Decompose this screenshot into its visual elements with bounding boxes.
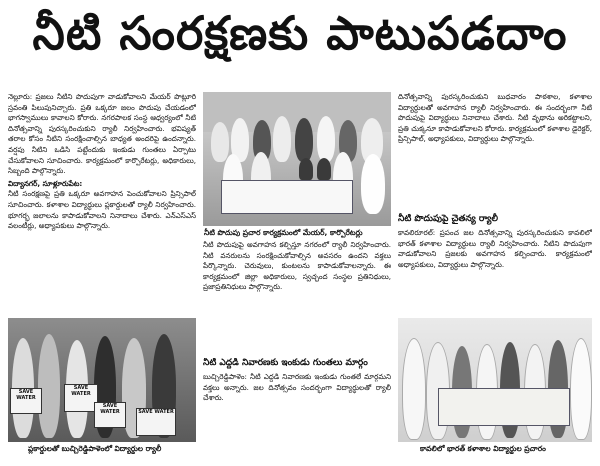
dateline: విద్యానగర్, సూళ్లూరుపేట:: [8, 178, 83, 188]
caption-top-photo: నీటి పొదుపు ప్రచార కార్యక్రమంలో మేయర్, కార్పొరేటర్లు: [204, 228, 363, 237]
article-paragraph: దినోత్సవాన్ని పురస్కరించుకుని బుధవారం పాఠశాల, కళాశాల విద్యార్థులతో అవగాహన ర్యాలీ నిర్వహించారు. ఈ సందర్భంగా నీటి పొదుపుపై విద్యార్థులు నినాదాలు చేశారు. నీటి వృథాను అరికట్టాలని, ప్రతి చుక్కనూ కాపాడుకోవాలని కోరారు. కార్యక్రమంలో కళాశాల డైరెక్టర్, ప్రిన్సిపాల్, అధ్యాపకులు, విద్యార్థులు పాల్గొన్నారు.: [398, 92, 592, 144]
photo-students-placards: [8, 318, 196, 442]
column-right-text: [398, 92, 592, 212]
headline: నీటి సంరక్షణకు పాటుపడదాం: [32, 6, 568, 60]
subhead-right: నీటి పొదుపుపై చైతన్య ర్యాలీ: [398, 214, 499, 224]
photo-banner: [438, 388, 570, 426]
column-left-text: [8, 92, 196, 318]
placard: SAVE WATER: [136, 408, 176, 436]
article-paragraph: నెల్లూరు: ప్రజలు నీటిని పొదుపుగా వాడుకోవాలని మేయర్ పొట్లూరి స్రవంతి పిలుపునిచ్చారు. ప్రతి ఒక్కరూ జలం పొదుపు చేయడంలో భాగస్వాములు కావాలని కోరారు. నగరపాలక సంస్థ ఆధ్వర్యంలో నీటి దినోత్సవాన్ని పురస్కరించుకుని ర్యాలీ నిర్వహించారు. భవిష్యత్ తరాల కోసం నీటిని సంరక్షించాల్సిన బాధ్యత అందరిపై ఉందన్నారు. వర్షపు నీటిని ఒడిసి పట్టేందుకు ఇంకుడు గుంతలు ఏర్పాటు చేసుకోవాలని సూచించారు. కార్యక్రమంలో కార్పొరేటర్లు, అధికారులు, సిబ్బంది పాల్గొన్నారు.: [8, 92, 196, 176]
caption-right-photo: కావలిలో భారత్ కళాశాల విద్యార్థుల ప్రచారం: [420, 444, 546, 453]
column-middle-text: [203, 240, 391, 354]
placard: SAVE WATER: [10, 388, 42, 414]
photo-banner: [221, 180, 353, 214]
article-paragraph: నీటి సంరక్షణపై ప్రతి ఒక్కరూ అవగాహన పెంచుకోవాలని ప్రిన్సిపాల్ సూచించారు. కళాశాల విద్యార్థులు ప్లకార్డులతో ర్యాలీ నిర్వహించారు. భూగర్భ జలాలను కాపాడుకోవాలని నినాదాలు చేశారు. ఎన్ఎస్ఎస్ వలంటీర్లు, అధ్యాపకులు పాల్గొన్నారు.: [8, 189, 196, 231]
subhead-middle: నీటి ఎద్దడి నివారణకు ఇంకుడు గుంతలు మార్గం: [203, 358, 368, 368]
article-paragraph: బుచ్చిరెడ్డిపాళెం: నీటి ఎద్దడి నివారణకు ఇంకుడు గుంతలే మార్గమని వక్తలు అన్నారు. జల దినోత్సవం సందర్భంగా విద్యార్థులతో ర్యాలీ చేశారు.: [203, 372, 391, 403]
article-paragraph: నీటి పొదుపుపై అవగాహన కల్పిస్తూ నగరంలో ర్యాలీ నిర్వహించారు. నీటి వనరులను సంరక్షించుకోవాల్సిన అవసరం ఉందని వక్తలు పేర్కొన్నారు. చెరువులు, కుంటలను కాపాడుకోవాలన్నారు. ఈ కార్యక్రమంలో జిల్లా అధికారులు, స్వచ్ఛంద సంస్థల ప్రతినిధులు, ప్రజాప్రతినిధులు పాల్గొన్నారు.: [203, 240, 391, 292]
placard: SAVE WATER: [64, 384, 98, 412]
article-paragraph: కావలిరూరల్: ప్రపంచ జల దినోత్సవాన్ని పురస్కరించుకుని కావలిలో భారత్ కళాశాల విద్యార్థులు ర్యాలీ నిర్వహించారు. నీటిని పొదుపుగా వాడుకోవాలని ప్రజలకు అవగాహన కల్పించారు. కార్యక్రమంలో అధ్యాపకులు, విద్యార్థులు పాల్గొన్నారు.: [398, 228, 592, 269]
photo-mayor-rally: [203, 92, 391, 226]
caption-left-photo: ప్లకార్డులతో బుచ్చిరెడ్డిపాళెంలో విద్యార్థుల ర్యాలీ: [28, 444, 162, 453]
column-right-text-2: [398, 228, 592, 316]
photo-college-students: [398, 318, 592, 442]
column-middle-text-2: [203, 372, 391, 436]
placard: SAVE WATER: [94, 402, 126, 428]
